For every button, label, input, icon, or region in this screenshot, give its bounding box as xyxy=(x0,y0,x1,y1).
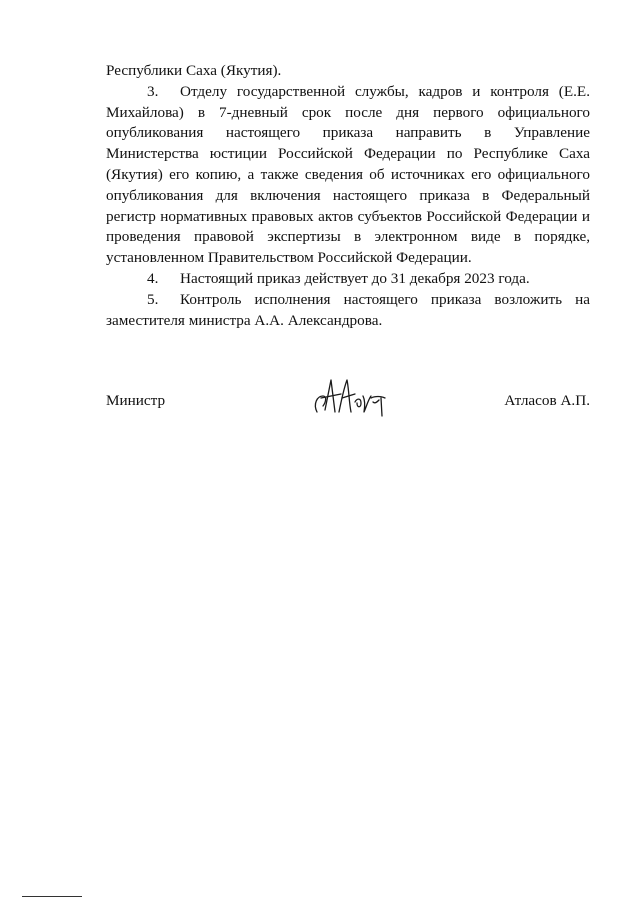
list-item-4 xyxy=(106,269,590,290)
list-item-3 xyxy=(106,82,590,269)
item-text: Отделу государственной службы, кадров и контроля (Е.Е. Михайлова) в 7-дневный срок после дня первого официального опубликования настоящего приказа направить в Управление Министерства юстиции Российской Федерации по Республике Саха (Якутия) его копию, а также сведения об источниках его официального опубликования для включения настоящего приказа в Федеральный регистр нормативных правовых актов субъектов Российской Федерации и проведения правовой экспертизы в электронном виде в порядке, установленном Правительством Российской Федерации. xyxy=(106,82,590,267)
signature-block xyxy=(106,372,590,422)
handwritten-signature xyxy=(311,372,401,420)
footer-divider xyxy=(22,896,82,897)
item-text: Контроль исполнения настоящего приказа возложить на заместителя министра А.А. Александрова. xyxy=(106,290,590,329)
item-number: 5. xyxy=(147,290,159,308)
position-title: Министр xyxy=(106,392,166,409)
item-text: Настоящий приказ действует до 31 декабря 2023 года. xyxy=(180,269,530,287)
continuation-line: Республики Саха (Якутия). xyxy=(106,62,282,79)
item-number: 4. xyxy=(147,269,159,287)
item-number: 3. xyxy=(147,82,159,100)
signer-name: Атласов А.П. xyxy=(504,392,590,409)
list-item-5 xyxy=(106,290,590,332)
document-body xyxy=(106,61,590,331)
